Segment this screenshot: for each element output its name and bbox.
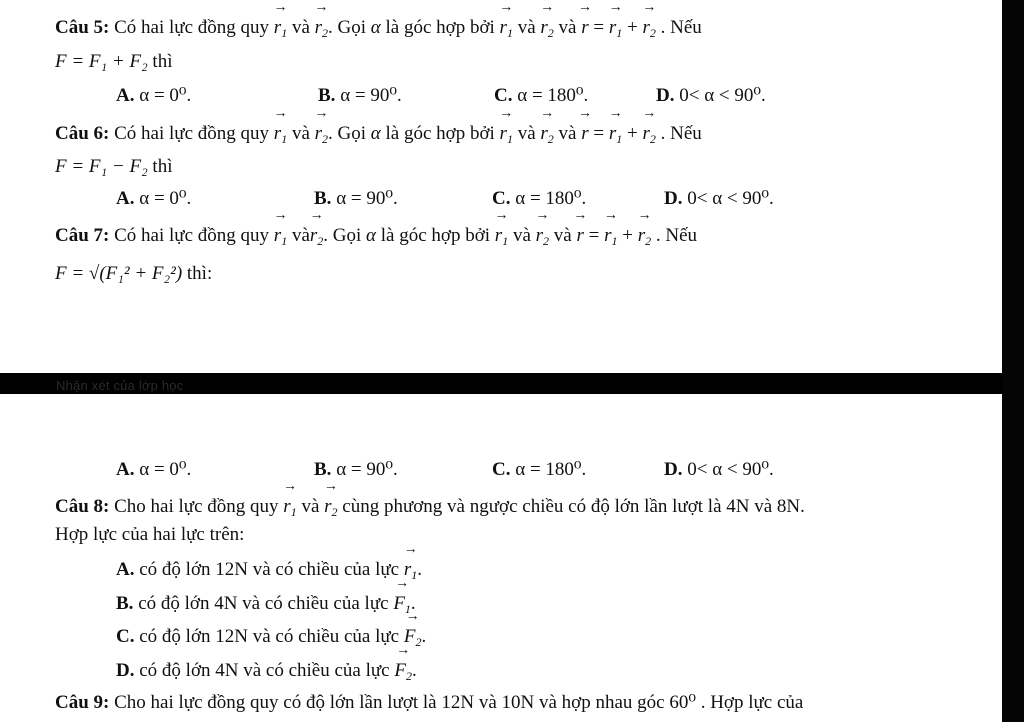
question-8-text-3: cùng phương và ngược chiều có độ lớn lần lượt là 4N và 8N. xyxy=(342,496,805,517)
option-value: α = 0⁰. xyxy=(139,188,192,209)
question-9-label: Câu 9: xyxy=(55,692,110,713)
question-5-line-2 xyxy=(55,50,172,74)
option-key: B. xyxy=(318,85,336,106)
vector-r1: → $r_1$ xyxy=(404,556,417,582)
question-7-text-g: . Nếu xyxy=(655,225,698,246)
question-5-label: Câu 5: xyxy=(55,17,110,38)
alpha-symbol: α xyxy=(370,17,381,38)
q5-option-d[interactable] xyxy=(656,84,766,108)
option-value: α = 180⁰. xyxy=(515,459,587,480)
question-5-text-g: . Nếu xyxy=(660,17,702,38)
option-value: α = 0⁰. xyxy=(139,85,192,106)
question-7-label: Câu 7: xyxy=(55,225,110,246)
option-key: C. xyxy=(492,459,511,480)
q5-option-c[interactable] xyxy=(494,84,588,108)
conj-and: và xyxy=(291,225,310,246)
conj-and: và xyxy=(558,17,577,38)
q6-option-b[interactable] xyxy=(314,187,398,211)
then-word: thì xyxy=(152,156,173,177)
conj-and: và xyxy=(301,496,320,517)
option-value: 0< α < 90⁰. xyxy=(679,85,766,106)
vector-r2: → $r_2$ xyxy=(310,222,323,248)
question-8-label: Câu 8: xyxy=(55,496,110,517)
vector-r1: → $r_1$ xyxy=(283,493,296,519)
vector-r2: → $r_2$ xyxy=(536,222,549,248)
conj-and: và xyxy=(291,123,310,144)
question-6-line-1: Câu 6: Có hai lực đồng quy → $r_1$ và → $r_2$. Gọi α là góc hợp bởi → $r_1$ và → $r_2$ và → r = → $r_1$ + → $r_2$ . Nếu xyxy=(55,120,702,146)
q8-option-a[interactable]: A. có độ lớn 12N và có chiều của lực → $r_1$. xyxy=(116,556,422,582)
vector-r2: → $r_2$ xyxy=(540,120,553,146)
vector-r2: → $r_2$ xyxy=(315,120,328,146)
conj-and: và xyxy=(512,225,531,246)
q7-option-c[interactable] xyxy=(492,458,586,482)
question-7-text-c: . Gọi xyxy=(323,225,362,246)
question-6-label: Câu 6: xyxy=(55,123,110,144)
option-value: α = 90⁰. xyxy=(340,85,402,106)
vector-r2: → $r_2$ xyxy=(315,14,328,40)
vector-r2: → $r_2$ xyxy=(642,14,655,40)
option-value: có độ lớn 12N và có chiều của lực xyxy=(139,626,400,647)
option-value: có độ lớn 4N và có chiều của lực xyxy=(138,593,389,614)
vector-r: → r xyxy=(581,14,588,40)
then-word: thì xyxy=(152,51,173,72)
option-value: α = 90⁰. xyxy=(336,188,398,209)
option-key: A. xyxy=(116,85,135,106)
option-value: α = 180⁰. xyxy=(515,188,587,209)
question-8-line-2 xyxy=(55,523,244,547)
vector-r2: → $r_2$ xyxy=(642,120,655,146)
option-key: D. xyxy=(116,660,135,681)
question-6-text-c: . Gọi xyxy=(328,123,367,144)
vector-r1: → $r_1$ xyxy=(495,222,508,248)
option-key: D. xyxy=(656,85,675,106)
vector-r2: → $r_2$ xyxy=(324,493,337,519)
q7-option-a[interactable] xyxy=(116,458,191,482)
q7-option-d[interactable] xyxy=(664,458,774,482)
option-key: C. xyxy=(492,188,511,209)
alpha-symbol: α xyxy=(366,225,377,246)
conj-and: và xyxy=(558,123,577,144)
option-value: α = 0⁰. xyxy=(139,459,192,480)
vector-r2: → $r_2$ xyxy=(638,222,651,248)
option-key: B. xyxy=(314,459,332,480)
option-value: α = 90⁰. xyxy=(336,459,398,480)
option-key: A. xyxy=(116,188,135,209)
vector-f2: → $F_2$ xyxy=(394,657,412,683)
option-value: có độ lớn 12N và có chiều của lực xyxy=(139,559,400,580)
vector-r2: → $r_2$ xyxy=(540,14,553,40)
vector-r1: → $r_1$ xyxy=(274,222,287,248)
option-key: C. xyxy=(494,85,513,106)
option-key: B. xyxy=(116,593,134,614)
question-7-text-d: là góc hợp bởi xyxy=(380,225,491,246)
vector-r: → r xyxy=(581,120,588,146)
vector-r1: → $r_1$ xyxy=(274,14,287,40)
q8-option-d[interactable]: D. có độ lớn 4N và có chiều của lực → $F_2$. xyxy=(116,657,417,683)
q8-option-b[interactable]: B. có độ lớn 4N và có chiều của lực → $F_1$. xyxy=(116,590,416,616)
vector-r1: → $r_1$ xyxy=(609,14,622,40)
q5-option-b[interactable] xyxy=(318,84,402,108)
question-6-text-g: . Nếu xyxy=(660,123,702,144)
question-7-line-2 xyxy=(55,262,212,286)
option-key: D. xyxy=(664,188,683,209)
option-key: A. xyxy=(116,459,135,480)
option-value: α = 180⁰. xyxy=(517,85,589,106)
question-8-line-1 xyxy=(55,493,805,519)
question-9-text: Cho hai lực đồng quy có độ lớn lần lượt là 12N và 10N và hợp nhau góc 60⁰ . Hợp lực của xyxy=(114,692,804,713)
vector-r: → r xyxy=(576,222,583,248)
question-5-text-d: là góc hợp bởi xyxy=(385,17,495,38)
then-word: thì: xyxy=(186,263,213,284)
right-edge-strip xyxy=(1002,0,1024,722)
option-key: A. xyxy=(116,559,135,580)
question-5-text: Có hai lực đồng quy xyxy=(114,17,270,38)
conj-and: và xyxy=(291,17,310,38)
conj-and: và xyxy=(517,123,536,144)
vector-r1: → $r_1$ xyxy=(604,222,617,248)
question-7-line-1: Câu 7: Có hai lực đồng quy → $r_1$ và→ $r_2$. Gọi α là góc hợp bởi → $r_1$ và → $r_2$ và → r = → $r_1$ + → $r_2$ . Nếu xyxy=(55,222,697,248)
q5-option-a[interactable] xyxy=(116,84,191,108)
question-6-text: Có hai lực đồng quy xyxy=(114,123,270,144)
alpha-symbol: α xyxy=(370,123,381,144)
question-8-line-2-text: Hợp lực của hai lực trên: xyxy=(55,524,245,545)
question-7-text: Có hai lực đồng quy xyxy=(114,225,270,246)
condition-formula: F = F₁ − F₂ xyxy=(55,156,148,177)
vector-r1: → $r_1$ xyxy=(500,120,513,146)
vector-f2: → $F_2$ xyxy=(404,623,422,649)
vector-f1: → $F_1$ xyxy=(393,590,411,616)
q6-option-d[interactable] xyxy=(664,187,774,211)
document-page-bottom xyxy=(0,394,1002,722)
option-key: D. xyxy=(664,459,683,480)
vector-r1: → $r_1$ xyxy=(274,120,287,146)
option-key: C. xyxy=(116,626,135,647)
vector-r1: → $r_1$ xyxy=(500,14,513,40)
vector-r1: → $r_1$ xyxy=(609,120,622,146)
overlay-caption: Nhận xét của lớp học xyxy=(56,378,184,393)
option-key: B. xyxy=(314,188,332,209)
question-6-line-2 xyxy=(55,155,172,179)
condition-formula: F = √(F₁² + F₂²) xyxy=(55,263,183,284)
question-8-text: Cho hai lực đồng quy xyxy=(114,496,279,517)
option-value: có độ lớn 4N và có chiều của lực xyxy=(139,660,390,681)
question-5-text-c: . Gọi xyxy=(328,17,367,38)
question-9-line-1 xyxy=(55,691,803,715)
question-6-text-d: là góc hợp bởi xyxy=(385,123,495,144)
conj-and: và xyxy=(517,17,536,38)
conj-and: và xyxy=(553,225,572,246)
question-5-line-1: Câu 5: Có hai lực đồng quy → $r_1$ và → $r_2$. Gọi α là góc hợp bởi → $r_1$ và → $r_2$ và → r = → $r_1$ + → $r_2$ . Nếu xyxy=(55,14,702,40)
condition-formula: F = F₁ + F₂ xyxy=(55,51,148,72)
option-value: 0< α < 90⁰. xyxy=(687,459,774,480)
q6-option-a[interactable] xyxy=(116,187,191,211)
option-value: 0< α < 90⁰. xyxy=(687,188,774,209)
q8-option-c[interactable]: C. có độ lớn 12N và có chiều của lực → $F_2$. xyxy=(116,623,426,649)
